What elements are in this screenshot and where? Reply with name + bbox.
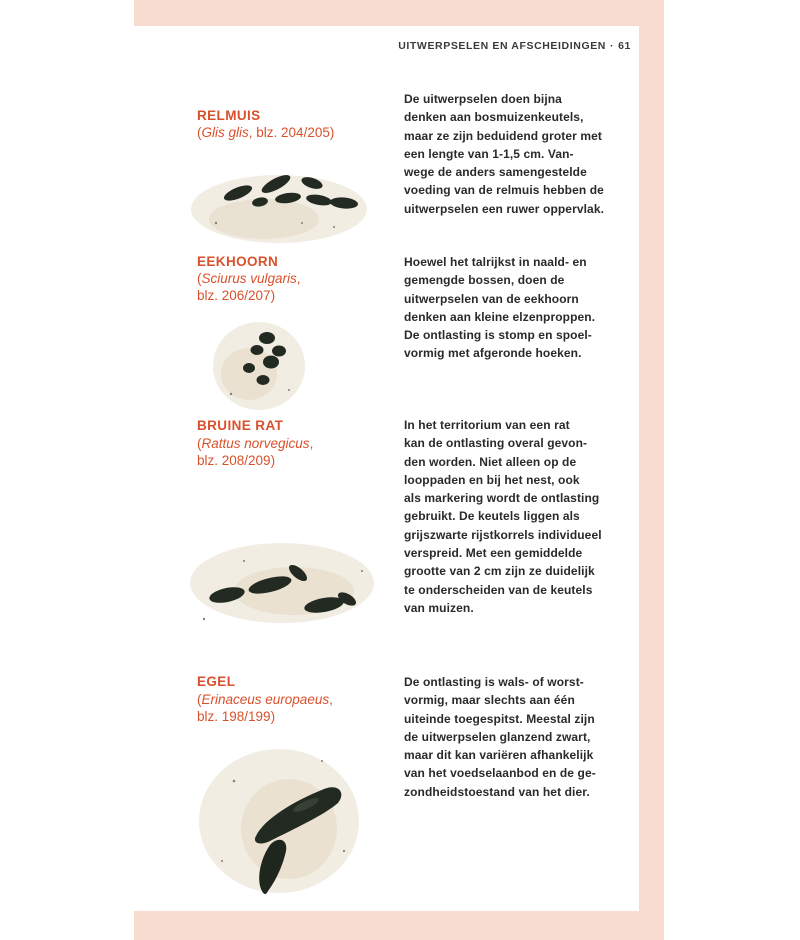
latin-name: Erinaceus europaeus bbox=[201, 692, 330, 707]
text-line: De uitwerpselen doen bijna bbox=[404, 92, 562, 106]
page-reference: blz. 198/199 bbox=[197, 708, 271, 724]
entry-text-bruine-rat bbox=[404, 416, 619, 617]
bruine-rat-droppings-illustration bbox=[184, 531, 379, 636]
text-line: maar ze zijn beduidend groter met bbox=[404, 128, 603, 143]
text-line: Hoewel het talrijkst in naald- en bbox=[404, 255, 587, 269]
text-line: uitwerpselen een ruwer oppervlak. bbox=[404, 201, 605, 216]
entry-subtitle-relmuis: (Glis glis, blz. 204/205) bbox=[197, 125, 335, 140]
page-reference: blz. 206/207 bbox=[197, 287, 271, 303]
latin-name: Glis glis bbox=[201, 125, 249, 140]
text-line: kan de ontlasting overal gevon- bbox=[404, 436, 588, 451]
text-line: vormig, maar slechts aan één bbox=[404, 693, 575, 708]
text-line: denken aan kleine elzenproppen. bbox=[404, 309, 596, 324]
egel-droppings-illustration bbox=[194, 741, 364, 901]
text-line: vormig met afgeronde hoeken. bbox=[404, 346, 582, 361]
latin-name: Rattus norvegicus bbox=[201, 436, 310, 451]
latin-name: Sciurus vulgaris bbox=[201, 271, 297, 286]
eekhoorn-droppings-illustration bbox=[209, 314, 309, 414]
entry-subtitle-egel: (Erinaceus europaeus, blz. 198/199) bbox=[197, 692, 333, 724]
text-line: zondheidstoestand van het dier. bbox=[404, 784, 590, 799]
text-line: uiteinde toegespitst. Meestal zijn bbox=[404, 711, 595, 726]
text-line: wege de anders samengestelde bbox=[404, 165, 587, 180]
book-page bbox=[134, 26, 639, 911]
running-header bbox=[398, 40, 631, 52]
text-line: looppaden en bij het nest, ook bbox=[404, 472, 580, 487]
text-line: de uitwerpselen glanzend zwart, bbox=[404, 729, 591, 744]
entry-subtitle-eekhoorn: (Sciurus vulgaris, blz. 206/207) bbox=[197, 271, 301, 303]
text-line: gebruikt. De keutels liggen als bbox=[404, 509, 580, 524]
text-line: als markering wordt de ontlasting bbox=[404, 491, 600, 506]
entry-title-bruine-rat: BRUINE RAT bbox=[197, 418, 284, 433]
entry-title-eekhoorn: EEKHOORN bbox=[197, 254, 279, 269]
text-line: van muizen. bbox=[404, 600, 474, 615]
text-line: grootte van 2 cm zijn ze duidelijk bbox=[404, 564, 595, 579]
text-line: grijszwarte rijstkorrels individueel bbox=[404, 527, 602, 542]
entry-text-egel bbox=[404, 673, 619, 801]
text-line: den worden. Niet alleen op de bbox=[404, 454, 577, 469]
page-number: 61 bbox=[618, 40, 631, 52]
page-reference: blz. 208/209 bbox=[197, 452, 271, 468]
text-line: van het voedselaanbod en de ge- bbox=[404, 766, 596, 781]
text-line: te onderscheiden van de keutels bbox=[404, 582, 593, 597]
text-line: voeding van de relmuis hebben de bbox=[404, 183, 604, 198]
entry-subtitle-bruine-rat: (Rattus norvegicus, blz. 208/209) bbox=[197, 436, 314, 468]
text-line: maar dit kan variëren afhankelijk bbox=[404, 748, 594, 763]
relmuis-droppings-illustration bbox=[184, 161, 374, 251]
text-line: denken aan bosmuizenkeutels, bbox=[404, 110, 584, 125]
page-reference: blz. 204/205 bbox=[256, 125, 330, 140]
text-line: De ontlasting is stomp en spoel- bbox=[404, 328, 592, 343]
text-line: een lengte van 1-1,5 cm. Van- bbox=[404, 146, 574, 161]
text-line: De ontlasting is wals- of worst- bbox=[404, 675, 584, 689]
text-line: gemengde bossen, doen de bbox=[404, 273, 565, 288]
entry-title-egel: EGEL bbox=[197, 674, 236, 689]
entry-text-relmuis bbox=[404, 90, 619, 218]
entry-text-eekhoorn bbox=[404, 253, 619, 363]
header-separator: · bbox=[610, 40, 615, 52]
entry-title-relmuis: RELMUIS bbox=[197, 108, 261, 123]
text-line: uitwerpselen van de eekhoorn bbox=[404, 291, 579, 306]
header-title: UITWERPSELEN EN AFSCHEIDINGEN bbox=[398, 40, 606, 52]
text-line: verspreid. Met een gemiddelde bbox=[404, 546, 583, 561]
text-line: In het territorium van een rat bbox=[404, 418, 570, 432]
